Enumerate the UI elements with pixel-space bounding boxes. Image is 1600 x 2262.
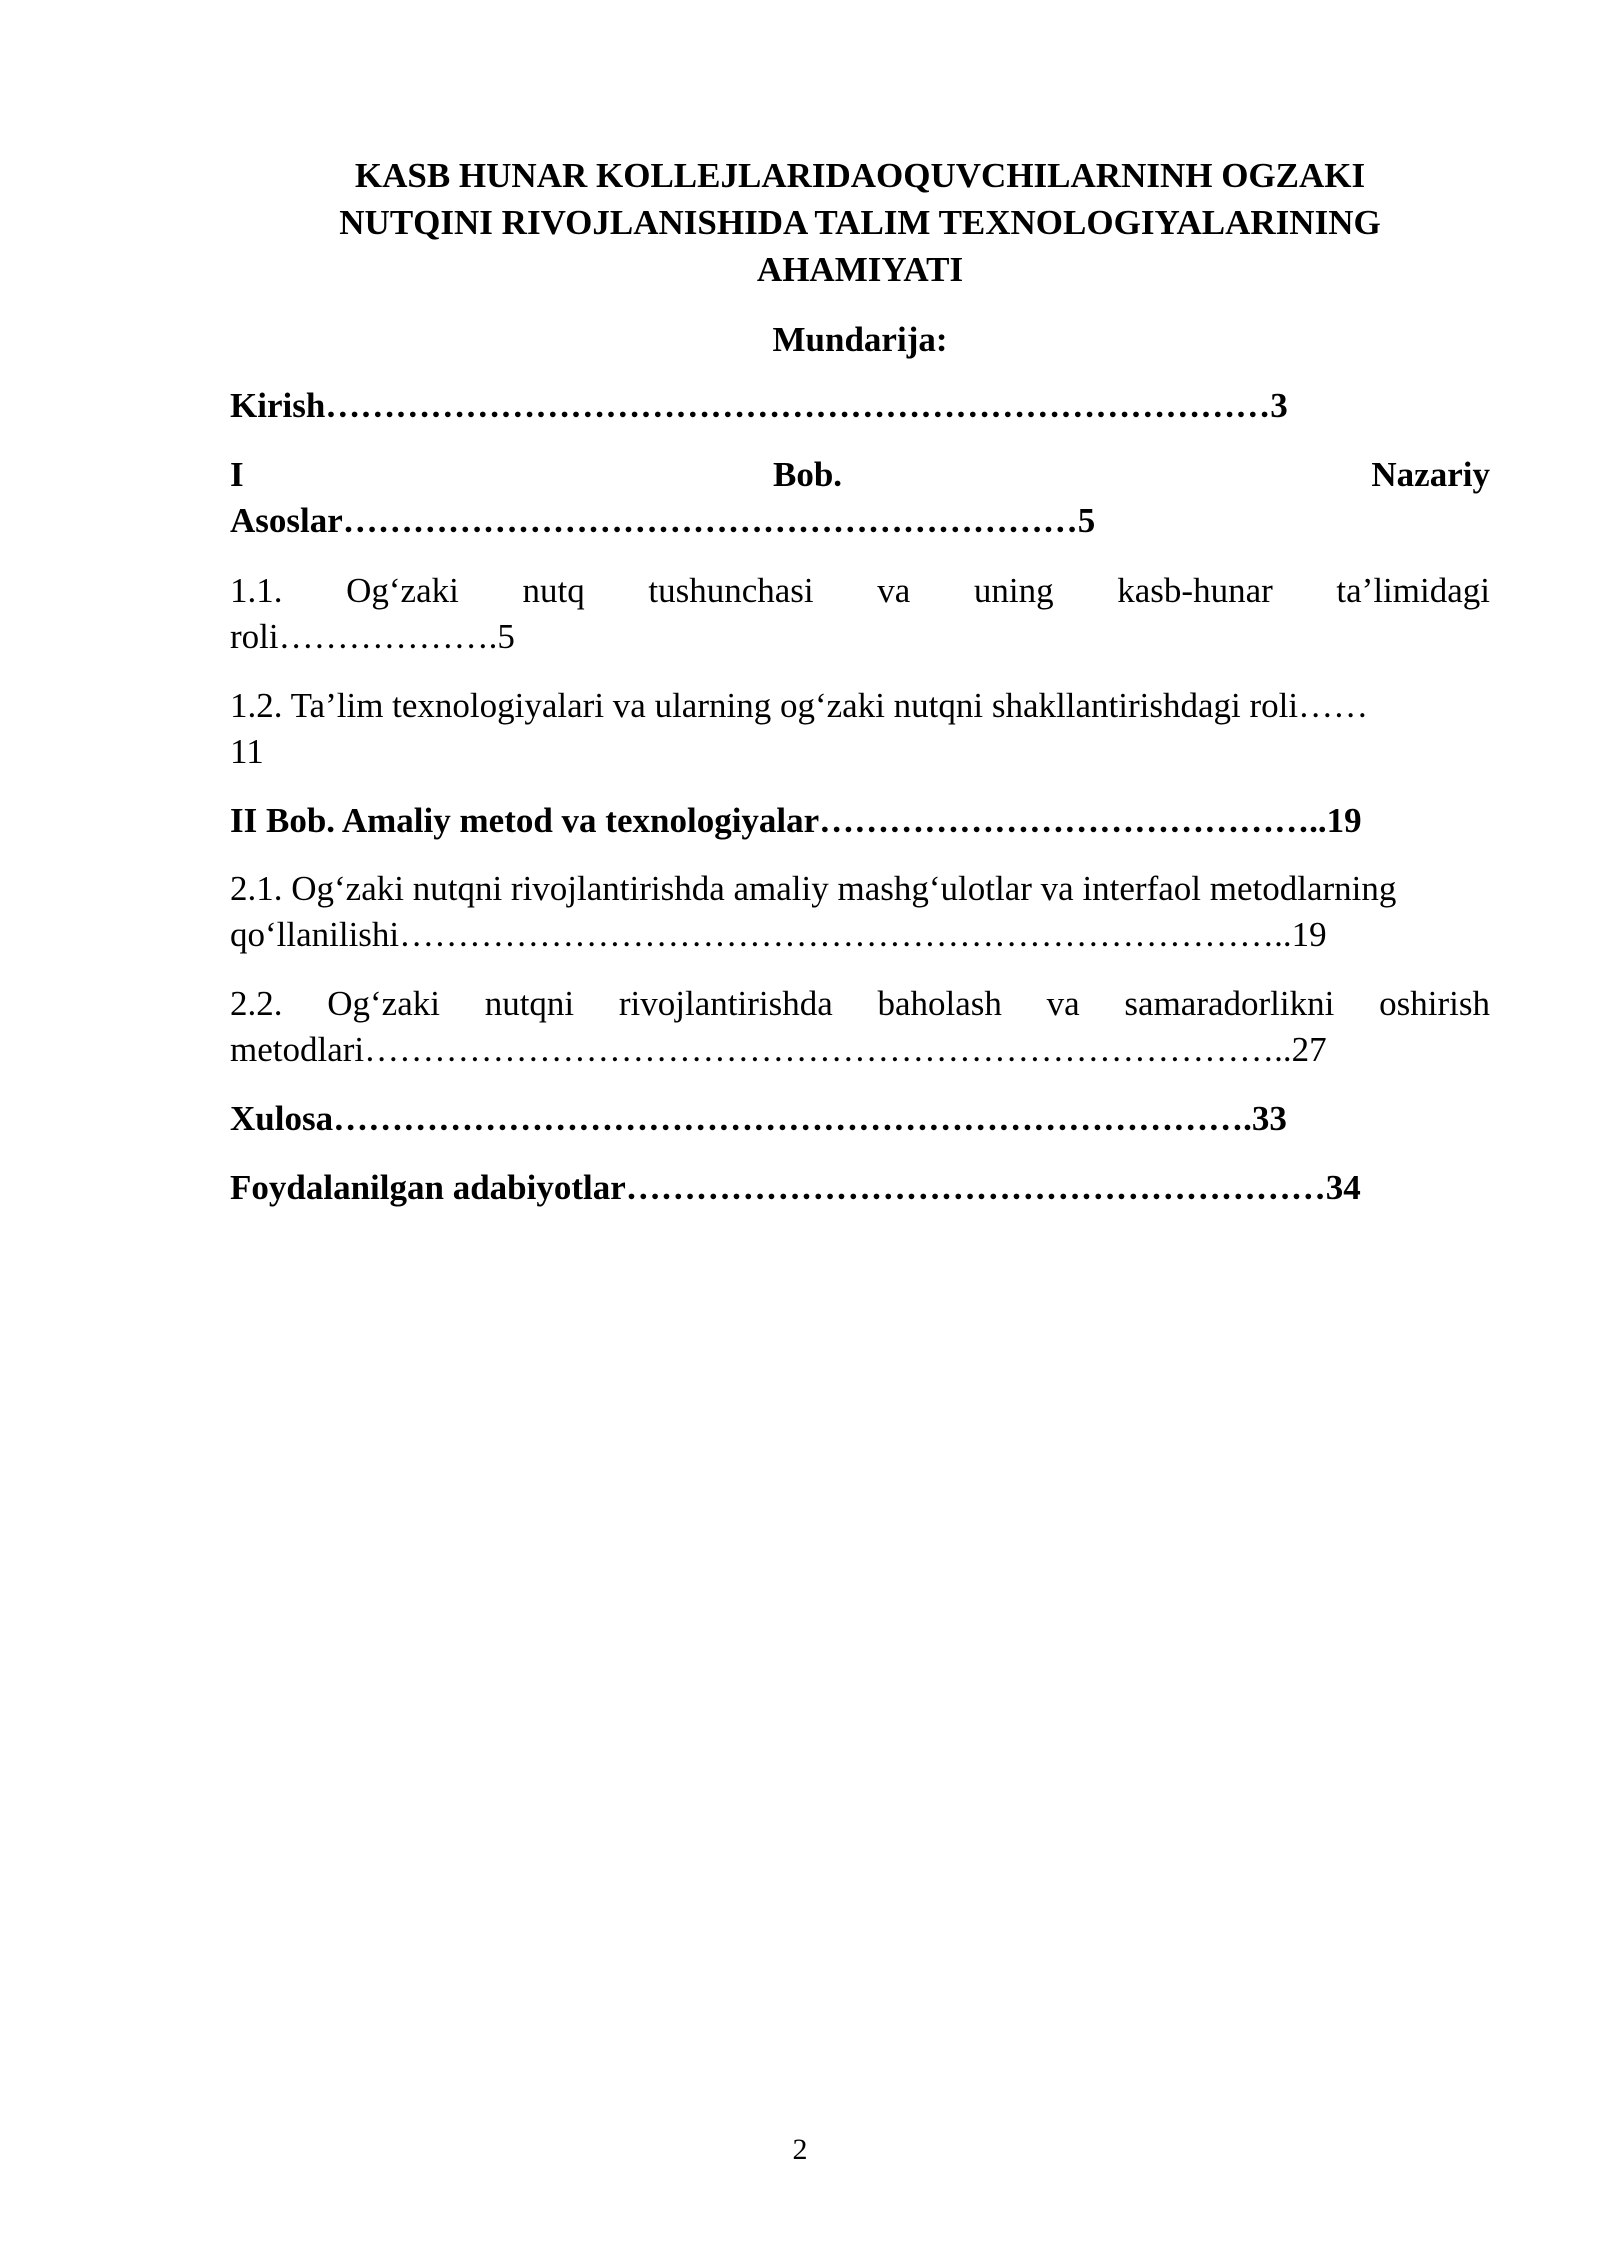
toc-word: samaradorlikni [1124, 984, 1335, 1023]
toc-entry-1-2-line1: 1.2. Ta’lim texnologiyalari va ularning og‘zaki nutqni shakllantirishdagi roli…… [230, 686, 1369, 725]
title-line-3: AHAMIYATI [756, 250, 964, 289]
toc-word: tushunchasi [648, 571, 814, 610]
toc-entry-bob1-line1 [230, 452, 1490, 498]
toc-word: va [877, 571, 911, 610]
title-line-2: NUTQINI RIVOJLANISHIDA TALIM TEXNOLOGIYALARINING [339, 203, 1381, 242]
toc-word: nutqni [484, 984, 575, 1023]
toc-word: ta’limidagi [1336, 571, 1490, 610]
toc-entry-bob2: II Bob. Amaliy metod va texnologiyalar……………………………………..19 [230, 801, 1362, 840]
toc-word: I [230, 455, 244, 494]
toc-entry-kirish: Kirish………………………………………………………………………3 [230, 386, 1288, 425]
toc-word: oshirish [1379, 984, 1490, 1023]
toc-word: uning [973, 571, 1054, 610]
toc-word: Nazariy [1371, 455, 1490, 494]
page-number: 2 [792, 2133, 808, 2166]
toc-heading: Mundarija: [772, 320, 948, 359]
toc-word: 1.1. [230, 571, 283, 610]
toc-entry-2-2-line2: metodlari……………………………………………………………………..27 [230, 1030, 1327, 1069]
toc-word: nutq [522, 571, 585, 610]
toc-entry-2-1-line1: 2.1. Og‘zaki nutqni rivojlantirishda amaliy mashg‘ulotlar va interfaol metodlarning [230, 869, 1397, 908]
toc-entry-adabiyotlar: Foydalanilgan adabiyotlar……………………………………………………34 [230, 1168, 1361, 1207]
toc-entry-1-2-line2: 11 [230, 732, 264, 771]
toc-entry-xulosa: Xulosa…………………………………………………………………….33 [230, 1099, 1287, 1138]
toc-entry-1-1-line1 [230, 568, 1490, 614]
toc-entry-bob1-line2: Asoslar………………………………………………………5 [230, 501, 1096, 540]
toc-word: Bob. [772, 455, 843, 494]
toc-word: va [1046, 984, 1080, 1023]
toc-word: rivojlantirishda [618, 984, 833, 1023]
toc-word: 2.2. [230, 984, 283, 1023]
toc-entry-1-1-line2: roli……………….5 [230, 617, 515, 656]
title-line-1: KASB HUNAR KOLLEJLARIDAOQUVCHILARNINH OGZAKI [354, 156, 1366, 195]
toc-word: Og‘zaki [346, 571, 459, 610]
toc-word: baholash [877, 984, 1002, 1023]
toc-word: kasb-hunar [1117, 571, 1273, 610]
document-title [230, 152, 1490, 293]
toc-entry-2-1-line2: qo‘llanilishi…………………………………………………………………..19 [230, 915, 1327, 954]
toc-word: Og‘zaki [327, 984, 440, 1023]
toc-entry-2-2-line1 [230, 981, 1490, 1027]
